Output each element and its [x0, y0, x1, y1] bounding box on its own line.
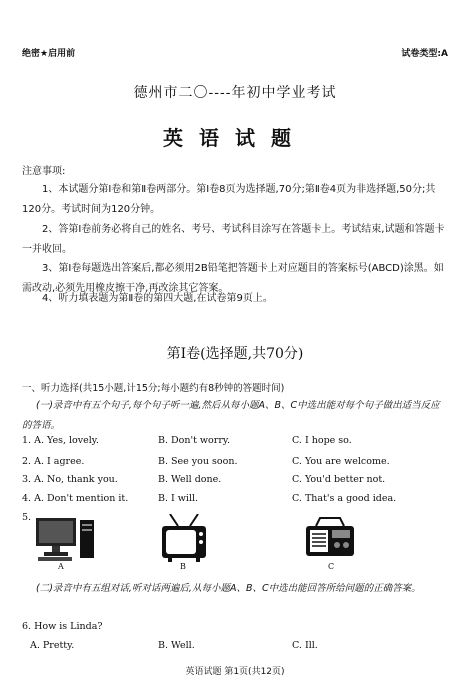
- section-heading: 一、听力选择(共15小题,计15分;每小题约有8秒钟的答题时间): [22, 383, 285, 394]
- confidential-label: 绝密★启用前: [22, 49, 76, 59]
- picture-a-label: A: [58, 562, 64, 571]
- picture-b-label: B: [180, 562, 186, 571]
- notice-item-3: 3、第Ⅰ卷每题选出答案后,都必须用2B铅笔把答题卡上对应题目的答案标号(ABCD)涂黑。如需改动,必须先用橡皮擦干净,再改涂其它答案。: [22, 263, 444, 294]
- subject-title: 英语试题: [163, 126, 307, 150]
- sub-instruction-2: (二)录音中有五组对话,听对话两遍后,从每小题A、B、C中选出能回答所给问题的正确答案。: [36, 583, 421, 594]
- notice-item-4: 4、听力填表题为第Ⅱ卷的第四大题,在试卷第9页上。: [42, 293, 273, 304]
- question-3-option-a: 3. A. No, thank you.: [22, 474, 118, 485]
- notice-item-2: 2、答第Ⅰ卷前务必将自己的姓名、考号、考试科目涂写在答题卡上。考试结束,试题和答题卡一并收回。: [22, 224, 445, 255]
- question-3-option-c: C. You'd better not.: [292, 474, 386, 485]
- question-2-option-b: B. See you soon.: [158, 456, 238, 467]
- question-1-option-b: B. Don't worry.: [158, 435, 230, 446]
- question-4-option-b: B. I will.: [158, 493, 199, 504]
- question-1-option-c: C. I hope so.: [292, 435, 352, 446]
- sub-instruction-1: (一)录音中有五个句子,每个句子听一遍,然后从每小题A、B、C中选出能对每个句子做出适当反应的答语。: [22, 400, 440, 431]
- page-footer: 英语试题 第1页(共12页): [185, 667, 285, 677]
- question-6-option-c: C. Ill.: [292, 640, 318, 651]
- question-4-option-a: 4. A. Don't mention it.: [22, 493, 129, 504]
- television-icon: [160, 514, 210, 566]
- question-4-option-c: C. That's a good idea.: [292, 493, 397, 504]
- exam-title: 德州市二〇----年初中学业考试: [133, 85, 337, 101]
- question-2-option-c: C. You are welcome.: [292, 456, 390, 467]
- question-3-option-b: B. Well done.: [158, 474, 222, 485]
- question-6-option-a: A. Pretty.: [30, 640, 75, 651]
- question-1-option-a: 1. A. Yes, lovely.: [22, 435, 99, 446]
- computer-icon: [34, 514, 96, 566]
- paper-type-label: 试卷类型:A: [401, 49, 448, 59]
- radio-icon: [304, 514, 356, 564]
- picture-c-label: C: [328, 562, 335, 571]
- question-2-option-a: 2. A. I agree.: [22, 456, 85, 467]
- question-6-option-b: B. Well.: [158, 640, 195, 651]
- part-title: 第Ⅰ卷(选择题,共70分): [166, 346, 304, 362]
- notice-heading: 注意事项:: [22, 166, 66, 177]
- notice-item-1: 1、本试题分第Ⅰ卷和第Ⅱ卷两部分。第Ⅰ卷8页为选择题,70分;第Ⅱ卷4页为非选择题,50分;共120分。考试时间为120分钟。: [22, 184, 436, 215]
- question-5-number: 5.: [22, 512, 32, 523]
- question-6-stem: 6. How is Linda?: [22, 621, 103, 632]
